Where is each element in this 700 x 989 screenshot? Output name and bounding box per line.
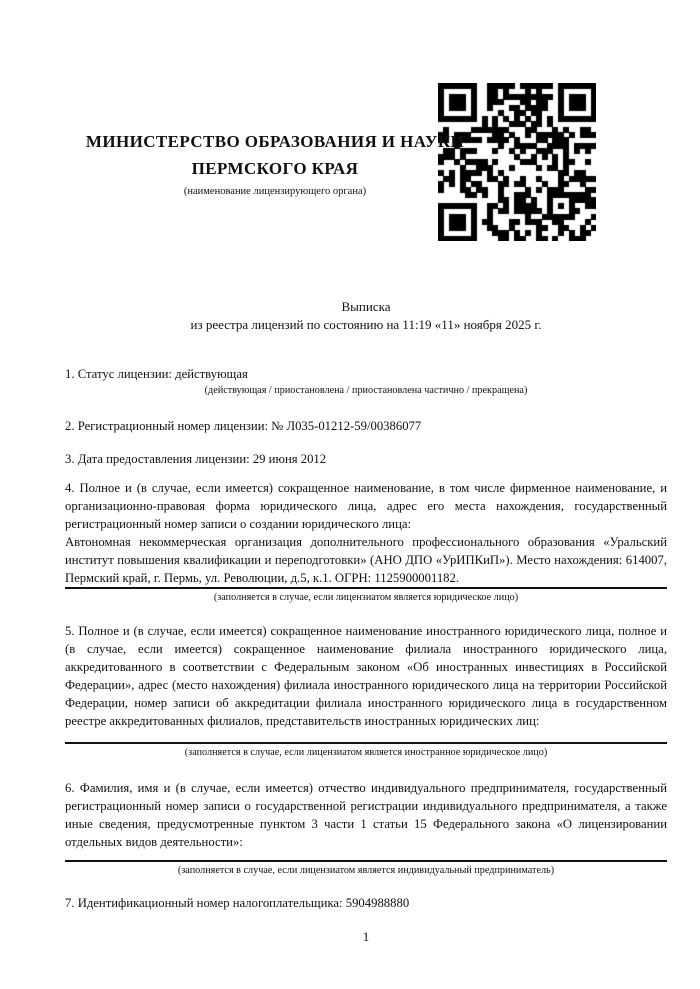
page-content xyxy=(65,128,667,946)
fill-line-legal-entity xyxy=(65,587,667,589)
item-legal-entity-caption: (заполняется в случае, если лицензиатом является юридическое лицо) xyxy=(213,592,519,603)
ministry-name-line1: МИНИСТЕРСТВО ОБРАЗОВАНИЯ И НАУКИ xyxy=(85,132,465,151)
item-grant-date: 3. Дата предоставления лицензии: 29 июня 2012 xyxy=(65,452,327,466)
item-individual-entrepreneur-caption: (заполняется в случае, если лицензиатом является индивидуальный предприниматель) xyxy=(177,865,555,876)
document-title-block xyxy=(65,298,667,334)
item-taxpayer-number: 7. Идентификационный номер налогоплательщика: 5904988880 xyxy=(65,896,410,910)
licensing-authority-header xyxy=(65,128,485,198)
item-license-status-caption: (действующая / приостановлена / приостановлена частично / прекращена) xyxy=(204,385,528,396)
fill-line-foreign-entity xyxy=(65,742,667,744)
item-individual-entrepreneur-label: 6. Фамилия, имя и (в случае, если имеется) отчество индивидуального предпринимателя, государственный регистрационный номер записи о государственной регистрации индивидуального предпринимателя, а также иные сведения, предусмотренные пунктом 3 части 1 статьи 15 Федерального закона «О лицензировании отдельных видов деятельности»: xyxy=(65,781,667,849)
fill-line-individual-entrepreneur xyxy=(65,860,667,862)
item-foreign-entity-label: 5. Полное и (в случае, если имеется) сокращенное наименование иностранного юридического лица, полное и (в случае, если имеется) сокращенное наименование филиала иностранного юридического лица, аккредитованного в соответствии с Федеральным законом «Об иностранных инвестициях в Российской Федерации», адрес (место нахождения) филиала иностранного юридического лица на территории Российской Федерации, номер записи об аккредитации филиала иностранного юридического лица в государственном реестре аккредитованных филиалов, представительств иностранных юридических лиц: xyxy=(65,624,667,728)
item-foreign-entity-caption: (заполняется в случае, если лицензиатом является иностранное юридическое лицо) xyxy=(184,747,548,758)
ministry-name-line2: ПЕРМСКОГО КРАЯ xyxy=(191,159,359,178)
authority-caption: (наименование лицензирующего органа) xyxy=(183,186,367,197)
item-registration-number: 2. Регистрационный номер лицензии: № Л035-01212-59/00386077 xyxy=(65,419,422,433)
document-subtitle: из реестра лицензий по состоянию на 11:19 «11» ноября 2025 г. xyxy=(190,317,542,332)
page-number: 1 xyxy=(362,929,370,944)
item-license-status: 1. Статус лицензии: действующая xyxy=(65,367,248,381)
item-legal-entity-value: Автономная некоммерческая организация дополнительного профессионального образования «Уральский институт повышения квалификации и переподготовки» (АНО ДПО «УрИПКиП»). Место нахождения: 614007, Пермский край, г. Пермь, ул. Революции, д.5, к.1. ОГРН: 1125900001182. xyxy=(65,535,667,585)
item-legal-entity-label: 4. Полное и (в случае, если имеется) сокращенное наименование, в том числе фирменное наименование, и организационно-правовая форма юридического лица, адрес его места нахождения, государственный регистрационный номер записи о создании юридического лица: xyxy=(65,481,667,531)
document-title: Выписка xyxy=(341,299,391,314)
